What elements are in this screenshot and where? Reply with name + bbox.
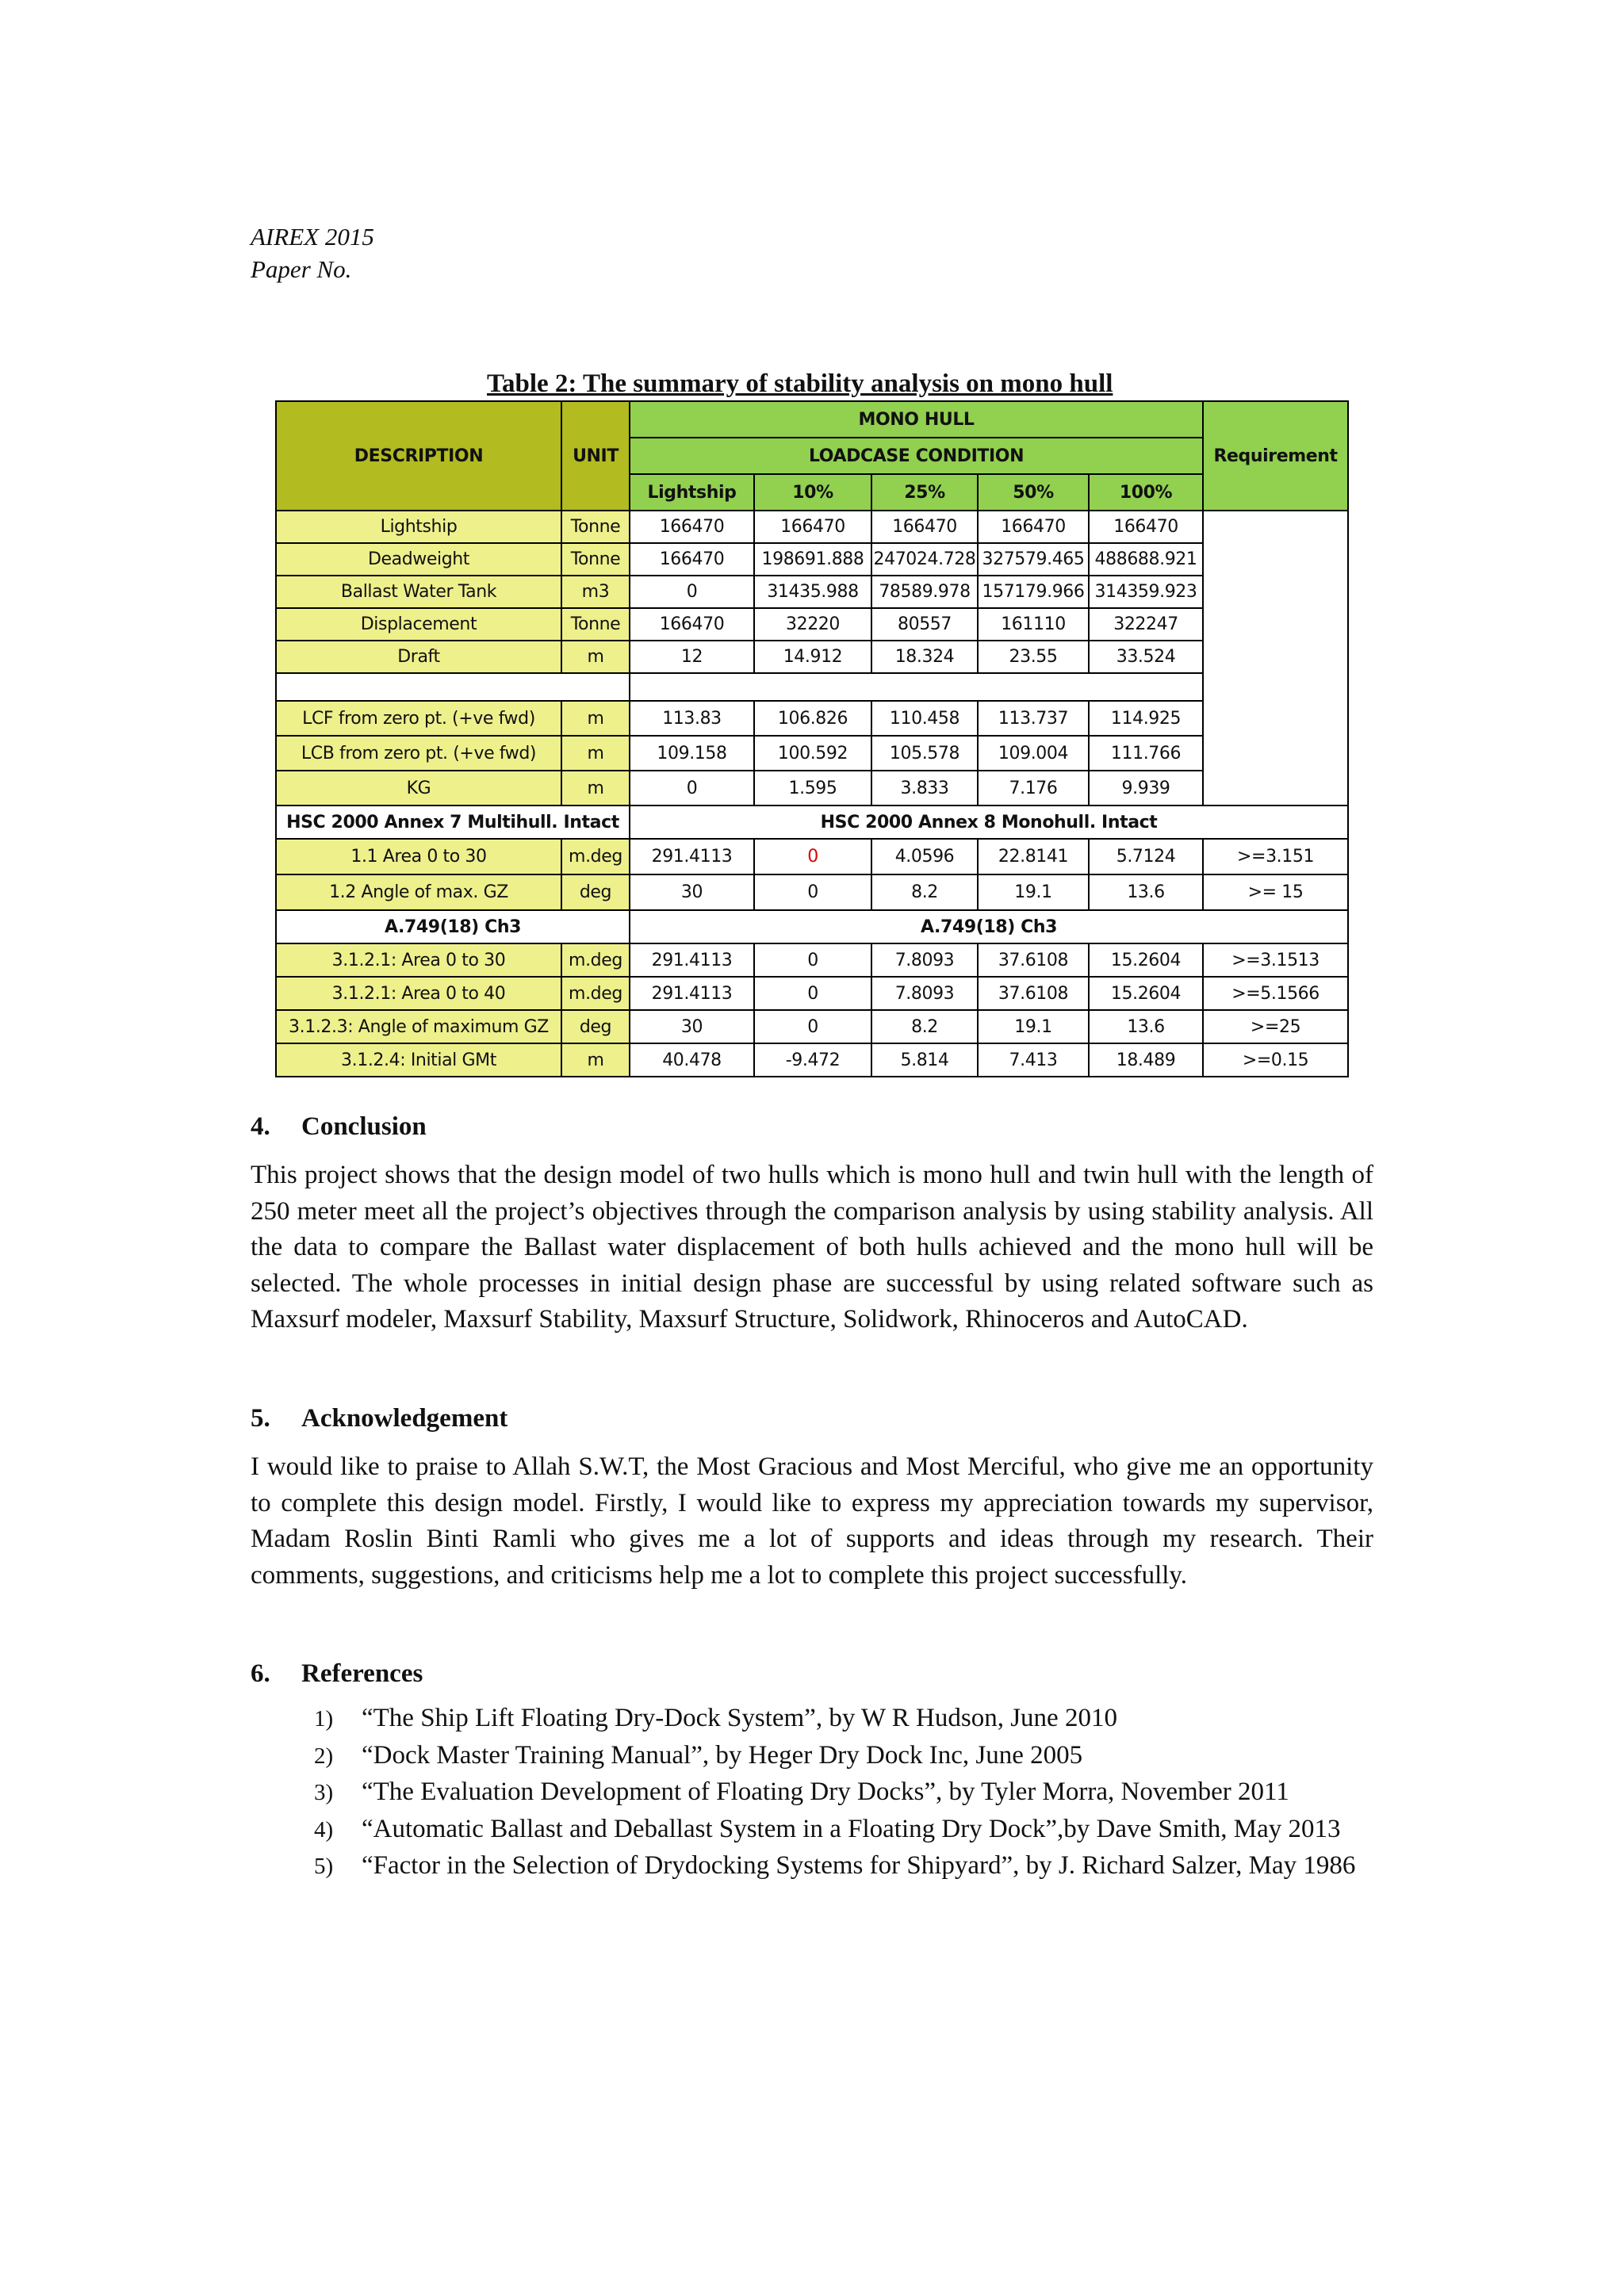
spacer-cell	[630, 673, 1203, 701]
reference-number: 5)	[314, 1854, 334, 1879]
value-cell: 291.4113	[630, 943, 754, 977]
row-description: Lightship	[276, 511, 561, 543]
value-cell: 166470	[978, 511, 1089, 543]
table-row	[276, 608, 1348, 641]
row-unit: Tonne	[561, 608, 630, 641]
value-cell: 166470	[630, 543, 754, 576]
value-cell: 37.6108	[978, 943, 1089, 977]
value-cell: 0	[754, 874, 871, 910]
value-cell: 14.912	[754, 641, 871, 673]
value-cell: 19.1	[978, 1010, 1089, 1043]
reference-item	[251, 1774, 1373, 1812]
value-cell: 22.8141	[978, 839, 1089, 874]
row-unit: m.deg	[561, 943, 630, 977]
column-header: 25%	[871, 474, 978, 511]
table-caption: Table 2: The summary of stability analysis on mono hull	[487, 369, 1113, 398]
header-unit: UNIT	[561, 401, 630, 511]
header-requirement: Requirement	[1203, 401, 1348, 511]
value-cell: 166470	[630, 608, 754, 641]
criteria-right-label: A.749(18) Ch3	[630, 910, 1348, 943]
row-unit: deg	[561, 874, 630, 910]
value-cell: 157179.966	[978, 576, 1089, 608]
value-cell: 4.0596	[871, 839, 978, 874]
references-heading	[251, 1659, 423, 1689]
value-cell: 113.83	[630, 701, 754, 736]
conclusion-heading	[251, 1112, 427, 1142]
conference-name: AIREX 2015	[251, 223, 374, 251]
value-cell: 100.592	[754, 736, 871, 771]
value-cell: 113.737	[978, 701, 1089, 736]
header-loadcase-condition: LOADCASE CONDITION	[630, 438, 1203, 474]
table-row	[276, 771, 1348, 806]
value-cell: 30	[630, 874, 754, 910]
criteria-section-row	[276, 806, 1348, 839]
criteria-section-row	[276, 910, 1348, 943]
row-description: LCF from zero pt. (+ve fwd)	[276, 701, 561, 736]
row-unit: m	[561, 641, 630, 673]
criteria-right-label: HSC 2000 Annex 8 Monohull. Intact	[630, 806, 1348, 839]
value-cell: 15.2604	[1089, 977, 1203, 1010]
value-cell: 13.6	[1089, 874, 1203, 910]
spacer-cell	[276, 673, 630, 701]
value-cell: 19.1	[978, 874, 1089, 910]
value-cell: 18.489	[1089, 1043, 1203, 1077]
requirement-cell: >= 15	[1203, 874, 1348, 910]
table-row	[276, 1010, 1348, 1043]
value-cell: 0	[754, 943, 871, 977]
requirement-cell: >=25	[1203, 1010, 1348, 1043]
row-unit: m.deg	[561, 977, 630, 1010]
value-cell: 291.4113	[630, 977, 754, 1010]
requirement-cell: >=5.1566	[1203, 977, 1348, 1010]
value-cell: 13.6	[1089, 1010, 1203, 1043]
value-cell: 78589.978	[871, 576, 978, 608]
column-header: 10%	[754, 474, 871, 511]
row-description: 3.1.2.3: Angle of maximum GZ	[276, 1010, 561, 1043]
row-description: Draft	[276, 641, 561, 673]
table-row	[276, 641, 1348, 673]
column-header: Lightship	[630, 474, 754, 511]
value-cell: 30	[630, 1010, 754, 1043]
criteria-left-label: A.749(18) Ch3	[276, 910, 630, 943]
reference-item	[251, 1738, 1373, 1775]
row-unit: m.deg	[561, 839, 630, 874]
value-cell: 166470	[1089, 511, 1203, 543]
value-cell: 291.4113	[630, 839, 754, 874]
value-cell: 488688.921	[1089, 543, 1203, 576]
requirement-cell: >=3.151	[1203, 839, 1348, 874]
row-description: 3.1.2.4: Initial GMt	[276, 1043, 561, 1077]
table-row	[276, 511, 1348, 543]
criteria-left-label: HSC 2000 Annex 7 Multihull. Intact	[276, 806, 630, 839]
value-cell: 111.766	[1089, 736, 1203, 771]
table-row	[276, 977, 1348, 1010]
value-cell: 7.8093	[871, 943, 978, 977]
spacer-row	[276, 673, 1348, 701]
section-number: 6.	[251, 1659, 270, 1688]
running-header	[251, 220, 374, 285]
reference-text: “The Evaluation Development of Floating Dry Docks”, by Tyler Morra, November 2011	[362, 1777, 1289, 1806]
value-cell: 166470	[871, 511, 978, 543]
row-unit: m	[561, 736, 630, 771]
value-cell: 109.004	[978, 736, 1089, 771]
value-cell: 23.55	[978, 641, 1089, 673]
table-row	[276, 1043, 1348, 1077]
acknowledgement-paragraph: I would like to praise to Allah S.W.T, the Most Gracious and Most Merciful, who give me an opportunity to complete this design model. Firstly, I would like to express my appreciation towards my supervisor, Madam Roslin Binti Ramli who gives me a lot of supports and ideas through my research. Their comments, suggestions, and criticisms help me a lot to complete this project successfully.	[251, 1452, 1373, 1590]
acknowledgement-heading	[251, 1404, 508, 1433]
value-cell: 327579.465	[978, 543, 1089, 576]
value-cell: 109.158	[630, 736, 754, 771]
row-description: KG	[276, 771, 561, 806]
row-description: Ballast Water Tank	[276, 576, 561, 608]
row-unit: m	[561, 771, 630, 806]
value-cell: 33.524	[1089, 641, 1203, 673]
section-title: Acknowledgement	[301, 1404, 508, 1433]
reference-item	[251, 1848, 1373, 1885]
value-cell: 5.814	[871, 1043, 978, 1077]
reference-text: “Automatic Ballast and Deballast System in a Floating Dry Dock”,by Dave Smith, May 2013	[362, 1814, 1341, 1843]
reference-text: “Factor in the Selection of Drydocking Systems for Shipyard”, by J. Richard Salzer, May 1986	[362, 1851, 1356, 1880]
row-unit: m3	[561, 576, 630, 608]
table-row	[276, 943, 1348, 977]
reference-text: “The Ship Lift Floating Dry-Dock System”, by W R Hudson, June 2010	[362, 1704, 1117, 1732]
value-cell: 7.176	[978, 771, 1089, 806]
value-cell: 0	[754, 1010, 871, 1043]
value-cell: -9.472	[754, 1043, 871, 1077]
reference-number: 4)	[314, 1816, 334, 1843]
column-header: 50%	[978, 474, 1089, 511]
value-cell: 32220	[754, 608, 871, 641]
header-mono-hull: MONO HULL	[630, 401, 1203, 438]
value-cell: 106.826	[754, 701, 871, 736]
value-cell: 31435.988	[754, 576, 871, 608]
paper-number: Paper No.	[251, 255, 352, 283]
row-description: 1.1 Area 0 to 30	[276, 839, 561, 874]
table-row	[276, 543, 1348, 576]
value-cell: 166470	[630, 511, 754, 543]
value-cell: 1.595	[754, 771, 871, 806]
column-header: 100%	[1089, 474, 1203, 511]
value-cell: 8.2	[871, 1010, 978, 1043]
value-cell: 166470	[754, 511, 871, 543]
value-cell: 114.925	[1089, 701, 1203, 736]
conclusion-paragraph: This project shows that the design model of two hulls which is mono hull and twin hull with the length of 250 meter meet all the project’s objectives through the comparison analysis by using stability analysis. All the data to compare the Ballast water displacement of both hulls achieved and the mono hull will be selected. The whole processes in initial design phase are successful by using related software such as Maxsurf modeler, Maxsurf Stability, Maxsurf Structure, Solidwork, Rhinoceros and AutoCAD.	[251, 1161, 1373, 1334]
value-cell: 198691.888	[754, 543, 871, 576]
table-row	[276, 701, 1348, 736]
row-description: 3.1.2.1: Area 0 to 30	[276, 943, 561, 977]
reference-item	[251, 1701, 1373, 1738]
section-title: References	[301, 1659, 423, 1688]
table-row	[276, 839, 1348, 874]
row-description: Displacement	[276, 608, 561, 641]
value-cell: 110.458	[871, 701, 978, 736]
value-cell: 5.7124	[1089, 839, 1203, 874]
value-cell: 9.939	[1089, 771, 1203, 806]
requirement-cell: >=3.1513	[1203, 943, 1348, 977]
value-cell: 0	[754, 977, 871, 1010]
table-row	[276, 874, 1348, 910]
requirement-cell: >=0.15	[1203, 1043, 1348, 1077]
value-cell: 8.2	[871, 874, 978, 910]
row-unit: Tonne	[561, 543, 630, 576]
row-unit: m	[561, 1043, 630, 1077]
row-description: 3.1.2.1: Area 0 to 40	[276, 977, 561, 1010]
section-number: 4.	[251, 1112, 270, 1141]
reference-number: 2)	[314, 1743, 334, 1769]
value-cell: 7.413	[978, 1043, 1089, 1077]
reference-number: 3)	[314, 1780, 334, 1805]
value-cell: 161110	[978, 608, 1089, 641]
value-cell: 12	[630, 641, 754, 673]
reference-item	[251, 1812, 1373, 1849]
value-cell: 105.578	[871, 736, 978, 771]
references-list	[251, 1701, 1373, 1885]
value-cell: 80557	[871, 608, 978, 641]
row-unit: Tonne	[561, 511, 630, 543]
table-row	[276, 576, 1348, 608]
value-cell: 247024.728	[871, 543, 978, 576]
value-cell: 15.2604	[1089, 943, 1203, 977]
value-cell: 0	[630, 576, 754, 608]
value-cell: 37.6108	[978, 977, 1089, 1010]
row-unit: deg	[561, 1010, 630, 1043]
row-description: 1.2 Angle of max. GZ	[276, 874, 561, 910]
value-cell: 18.324	[871, 641, 978, 673]
requirement-blank	[1203, 511, 1348, 806]
value-cell: 314359.923	[1089, 576, 1203, 608]
value-cell: 322247	[1089, 608, 1203, 641]
reference-text: “Dock Master Training Manual”, by Heger Dry Dock Inc, June 2005	[362, 1740, 1083, 1770]
value-cell: 40.478	[630, 1043, 754, 1077]
value-cell: 0	[630, 771, 754, 806]
value-cell: 0	[754, 839, 871, 874]
row-unit: m	[561, 701, 630, 736]
value-cell: 7.8093	[871, 977, 978, 1010]
row-description: LCB from zero pt. (+ve fwd)	[276, 736, 561, 771]
value-cell: 3.833	[871, 771, 978, 806]
header-description: DESCRIPTION	[276, 401, 561, 511]
stability-summary-table	[275, 400, 1349, 1077]
section-number: 5.	[251, 1404, 270, 1433]
table-row	[276, 736, 1348, 771]
section-title: Conclusion	[301, 1112, 427, 1141]
row-description: Deadweight	[276, 543, 561, 576]
reference-number: 1)	[314, 1706, 334, 1732]
